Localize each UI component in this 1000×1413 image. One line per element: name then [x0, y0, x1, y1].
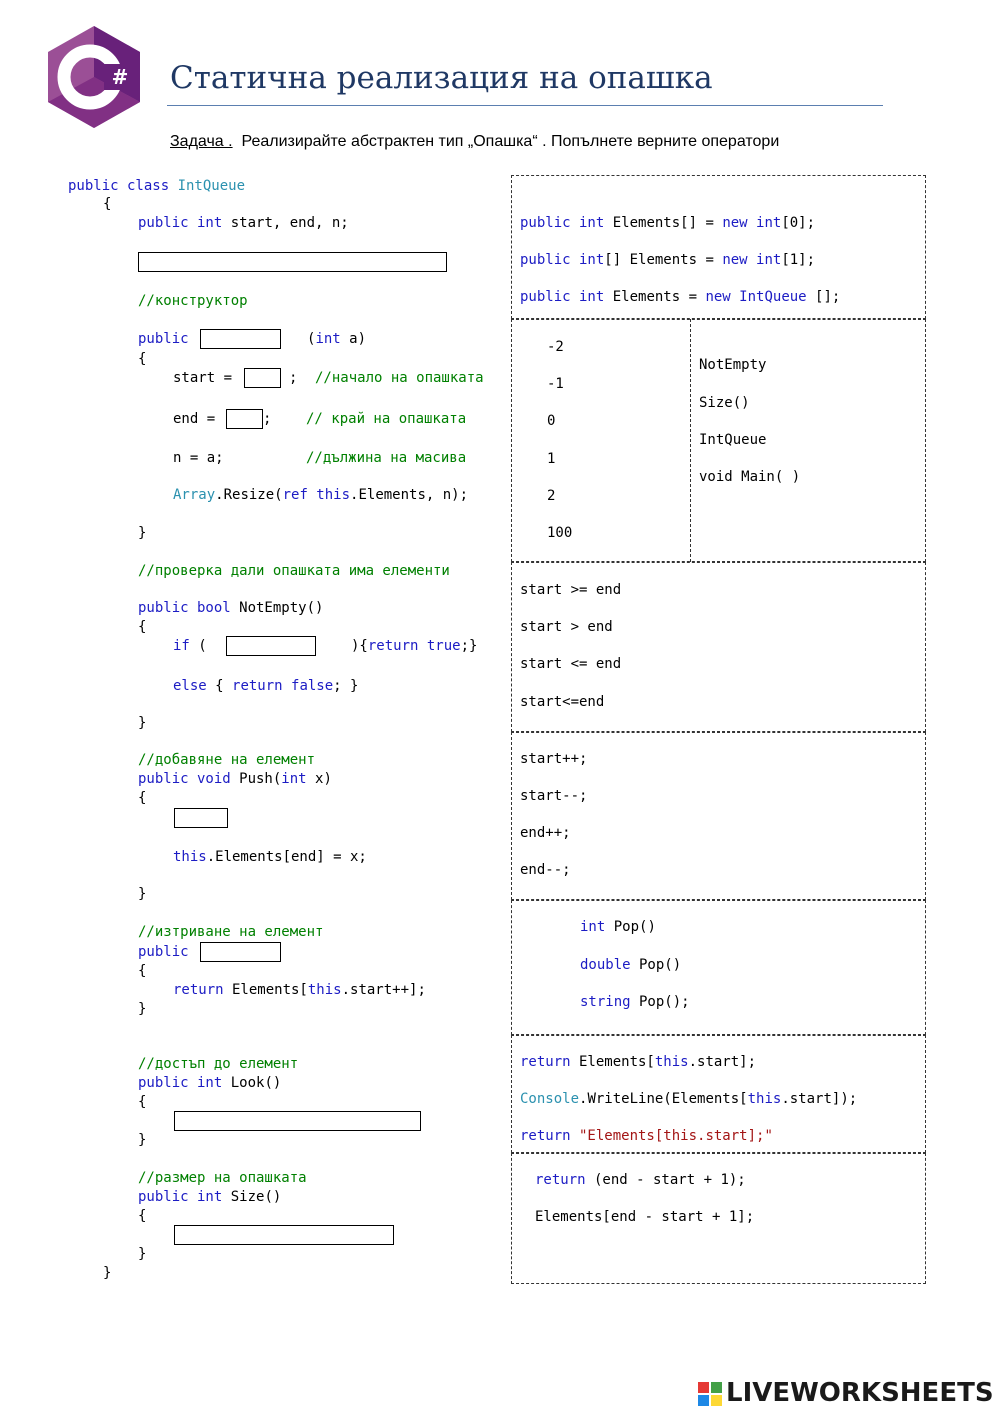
code-pop-return: return Elements[this.start++]; — [173, 982, 426, 998]
code-push-signature: public void Push(int x) — [138, 771, 332, 787]
option-item[interactable]: public int[] Elements = new int[1]; — [520, 252, 816, 268]
code-brace: { — [138, 1208, 147, 1224]
code-pop-public: public — [138, 944, 189, 960]
option-item[interactable]: Size() — [699, 395, 750, 411]
code-n-assign: n = a; — [173, 450, 224, 466]
svg-text:#: # — [111, 65, 129, 89]
option-item[interactable]: void Main( ) — [699, 469, 801, 485]
option-item[interactable]: return "Elements[this.start];" — [520, 1128, 773, 1144]
page-title: Статична реализация на опашка — [170, 60, 713, 96]
comment-notempty: //проверка дали опашката има елементи — [138, 563, 450, 579]
task-instruction — [170, 133, 779, 151]
option-item[interactable]: 2 — [547, 488, 556, 504]
code-semicolon: ; — [289, 370, 298, 386]
option-item[interactable]: start <= end — [520, 656, 622, 672]
options-panel-pop — [511, 900, 926, 1035]
option-item[interactable]: public int Elements = new IntQueue []; — [520, 289, 841, 305]
option-item[interactable]: start--; — [520, 788, 588, 804]
option-item[interactable]: string Pop(); — [580, 994, 690, 1010]
option-item[interactable]: Elements[end - start + 1]; — [535, 1209, 755, 1225]
option-item[interactable]: NotEmpty — [699, 357, 767, 373]
code-array-resize: Array.Resize(ref this.Elements, n); — [173, 487, 469, 503]
comment-size: //размер на опашката — [138, 1170, 307, 1186]
comment-n: //дължина на масива — [306, 450, 467, 466]
code-brace: } — [138, 1246, 147, 1262]
code-brace: { — [138, 1094, 147, 1110]
code-look-signature: public int Look() — [138, 1075, 282, 1091]
liveworksheets-logo-icon — [698, 1382, 722, 1406]
csharp-logo-icon — [44, 24, 144, 130]
code-fields: public int start, end, n; — [138, 215, 349, 231]
option-item[interactable]: 0 — [547, 413, 556, 429]
option-item[interactable]: start >= end — [520, 582, 622, 598]
code-brace: { — [138, 790, 147, 806]
task-label: Задача . — [170, 133, 233, 150]
option-item[interactable]: Console.WriteLine(Elements[this.start]); — [520, 1091, 858, 1107]
option-item[interactable]: double Pop() — [580, 957, 682, 973]
option-item[interactable]: start++; — [520, 751, 588, 767]
title-underline — [167, 105, 883, 106]
code-brace: { — [138, 351, 147, 367]
options-divider — [690, 319, 691, 562]
code-brace: } — [138, 715, 147, 731]
code-class-close: } — [103, 1265, 112, 1281]
code-brace: { — [138, 963, 147, 979]
blank-elements-declaration[interactable] — [138, 252, 447, 272]
code-brace: } — [138, 886, 147, 902]
code-push-assign: this.Elements[end] = x; — [173, 849, 367, 865]
blank-size-body[interactable] — [174, 1225, 394, 1245]
option-item[interactable]: -1 — [547, 376, 564, 392]
code-line-class: public class IntQueue — [68, 178, 246, 194]
comment-end: // край на опашката — [306, 411, 467, 427]
code-if-return: ){return true;} — [351, 638, 478, 654]
option-item[interactable]: end--; — [520, 862, 571, 878]
blank-end-value[interactable] — [226, 409, 263, 429]
code-if: if ( — [173, 638, 207, 654]
blank-pop-signature[interactable] — [200, 942, 281, 962]
code-brace: } — [138, 1132, 147, 1148]
option-item[interactable]: start > end — [520, 619, 613, 635]
comment-look: //достъп до елемент — [138, 1056, 299, 1072]
code-ctor-public: public — [138, 331, 189, 347]
code-end-assign: end = — [173, 411, 216, 427]
code-brace: { — [138, 619, 147, 635]
code-else: else { return false; } — [173, 678, 359, 694]
code-ctor-args: (int a) — [307, 331, 367, 347]
code-brace: { — [103, 196, 112, 212]
code-brace: } — [138, 525, 147, 541]
code-brace: } — [138, 1001, 147, 1017]
code-notempty-signature: public bool NotEmpty() — [138, 600, 324, 616]
code-size-signature: public int Size() — [138, 1189, 282, 1205]
option-item[interactable]: int Pop() — [580, 919, 656, 935]
comment-push: //добавяне на елемент — [138, 752, 316, 768]
blank-push-increment[interactable] — [174, 808, 228, 828]
footer-brand: LIVEWORKSHEETS — [726, 1378, 994, 1408]
option-item[interactable]: 1 — [547, 451, 556, 467]
code-semicolon: ; — [263, 411, 272, 427]
option-item[interactable]: -2 — [547, 339, 564, 355]
comment-constructor: //конструктор — [138, 293, 248, 309]
option-item[interactable]: return (end - start + 1); — [535, 1172, 746, 1188]
option-item[interactable]: 100 — [547, 525, 573, 541]
blank-start-value[interactable] — [244, 368, 281, 388]
task-text: Реализирайте абстрактен тип „Опашка“ . Попълнете верните оператори — [241, 133, 780, 150]
option-item[interactable]: start<=end — [520, 694, 605, 710]
blank-look-body[interactable] — [174, 1111, 421, 1131]
option-item[interactable]: return Elements[this.start]; — [520, 1054, 757, 1070]
option-item[interactable]: end++; — [520, 825, 571, 841]
option-item[interactable]: public int Elements[] = new int[0]; — [520, 215, 816, 231]
comment-pop: //изтриване на елемент — [138, 924, 324, 940]
comment-start: //начало на опашката — [315, 370, 484, 386]
code-start-assign: start = — [173, 370, 233, 386]
blank-constructor-name[interactable] — [200, 329, 281, 349]
option-item[interactable]: IntQueue — [699, 432, 767, 448]
blank-if-condition[interactable] — [226, 636, 316, 656]
